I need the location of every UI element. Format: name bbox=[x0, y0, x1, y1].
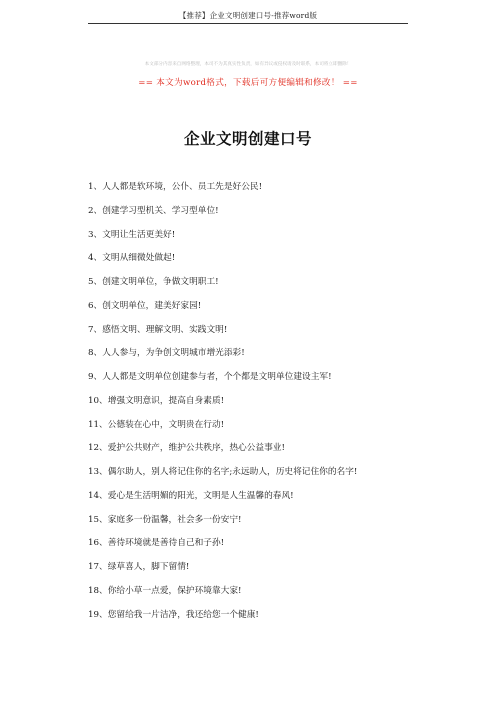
slogan-item: 18、你给小草一点爱，保护环境靠大家! bbox=[88, 585, 242, 596]
slogan-item: 17、绿草喜人，脚下留情! bbox=[88, 562, 190, 572]
header-divider bbox=[88, 23, 408, 24]
document-title: 企业文明创建口号 bbox=[183, 130, 312, 148]
slogan-item: 5、创建文明单位，争做文明职工! bbox=[88, 277, 219, 287]
slogan-item: 10、增强文明意识，提高自身素质! bbox=[88, 395, 225, 406]
slogan-item: 13、偶尔助人，别人将记住你的名字;永远助人，历史将记住你的名字! bbox=[88, 467, 358, 477]
slogan-item: 4、文明从细微处做起! bbox=[88, 253, 176, 264]
disclaimer-text: 本文部分内容来自网络整理，本司不为其真实性负责，如有异议或侵权请及时联系，本司将立即删除！ bbox=[144, 62, 352, 67]
word-format-notice: == 本文为word格式，下载后可方便编辑和修改！ == bbox=[138, 78, 358, 88]
slogan-item: 15、家庭多一份温馨，社会多一份安宁! bbox=[88, 514, 242, 525]
slogan-item: 3、文明让生活更美好! bbox=[88, 229, 176, 240]
slogan-item: 2、创建学习型机关、学习型单位! bbox=[88, 205, 219, 216]
slogan-item: 16、善待环境就是善待自己和子孙! bbox=[88, 538, 225, 549]
slogan-item: 14、爱心是生活明媚的阳光，文明是人生温馨的春风! bbox=[88, 490, 294, 501]
slogan-item: 11、公德装在心中，文明贵在行动! bbox=[88, 419, 225, 430]
slogan-item: 1、人人都是软环境，公仆、员工先是好公民! bbox=[88, 182, 263, 192]
slogan-item: 7、感悟文明、理解文明、实践文明! bbox=[88, 324, 228, 335]
slogan-list bbox=[88, 180, 418, 631]
page-header-title: 【推荐】企业文明创建口号-推荐word版 bbox=[178, 11, 318, 20]
slogan-item: 12、爱护公共财产，维护公共秩序，热心公益事业! bbox=[88, 443, 285, 454]
slogan-item: 19、您留给我一片洁净，我还给您一个健康! bbox=[88, 609, 259, 620]
slogan-item: 8、人人参与，为争创文明城市增光添彩! bbox=[88, 348, 245, 359]
slogan-item: 6、创文明单位，建美好家园! bbox=[88, 300, 202, 311]
slogan-item: 9、人人都是文明单位创建参与者，个个都是文明单位建设主军! bbox=[88, 372, 332, 382]
